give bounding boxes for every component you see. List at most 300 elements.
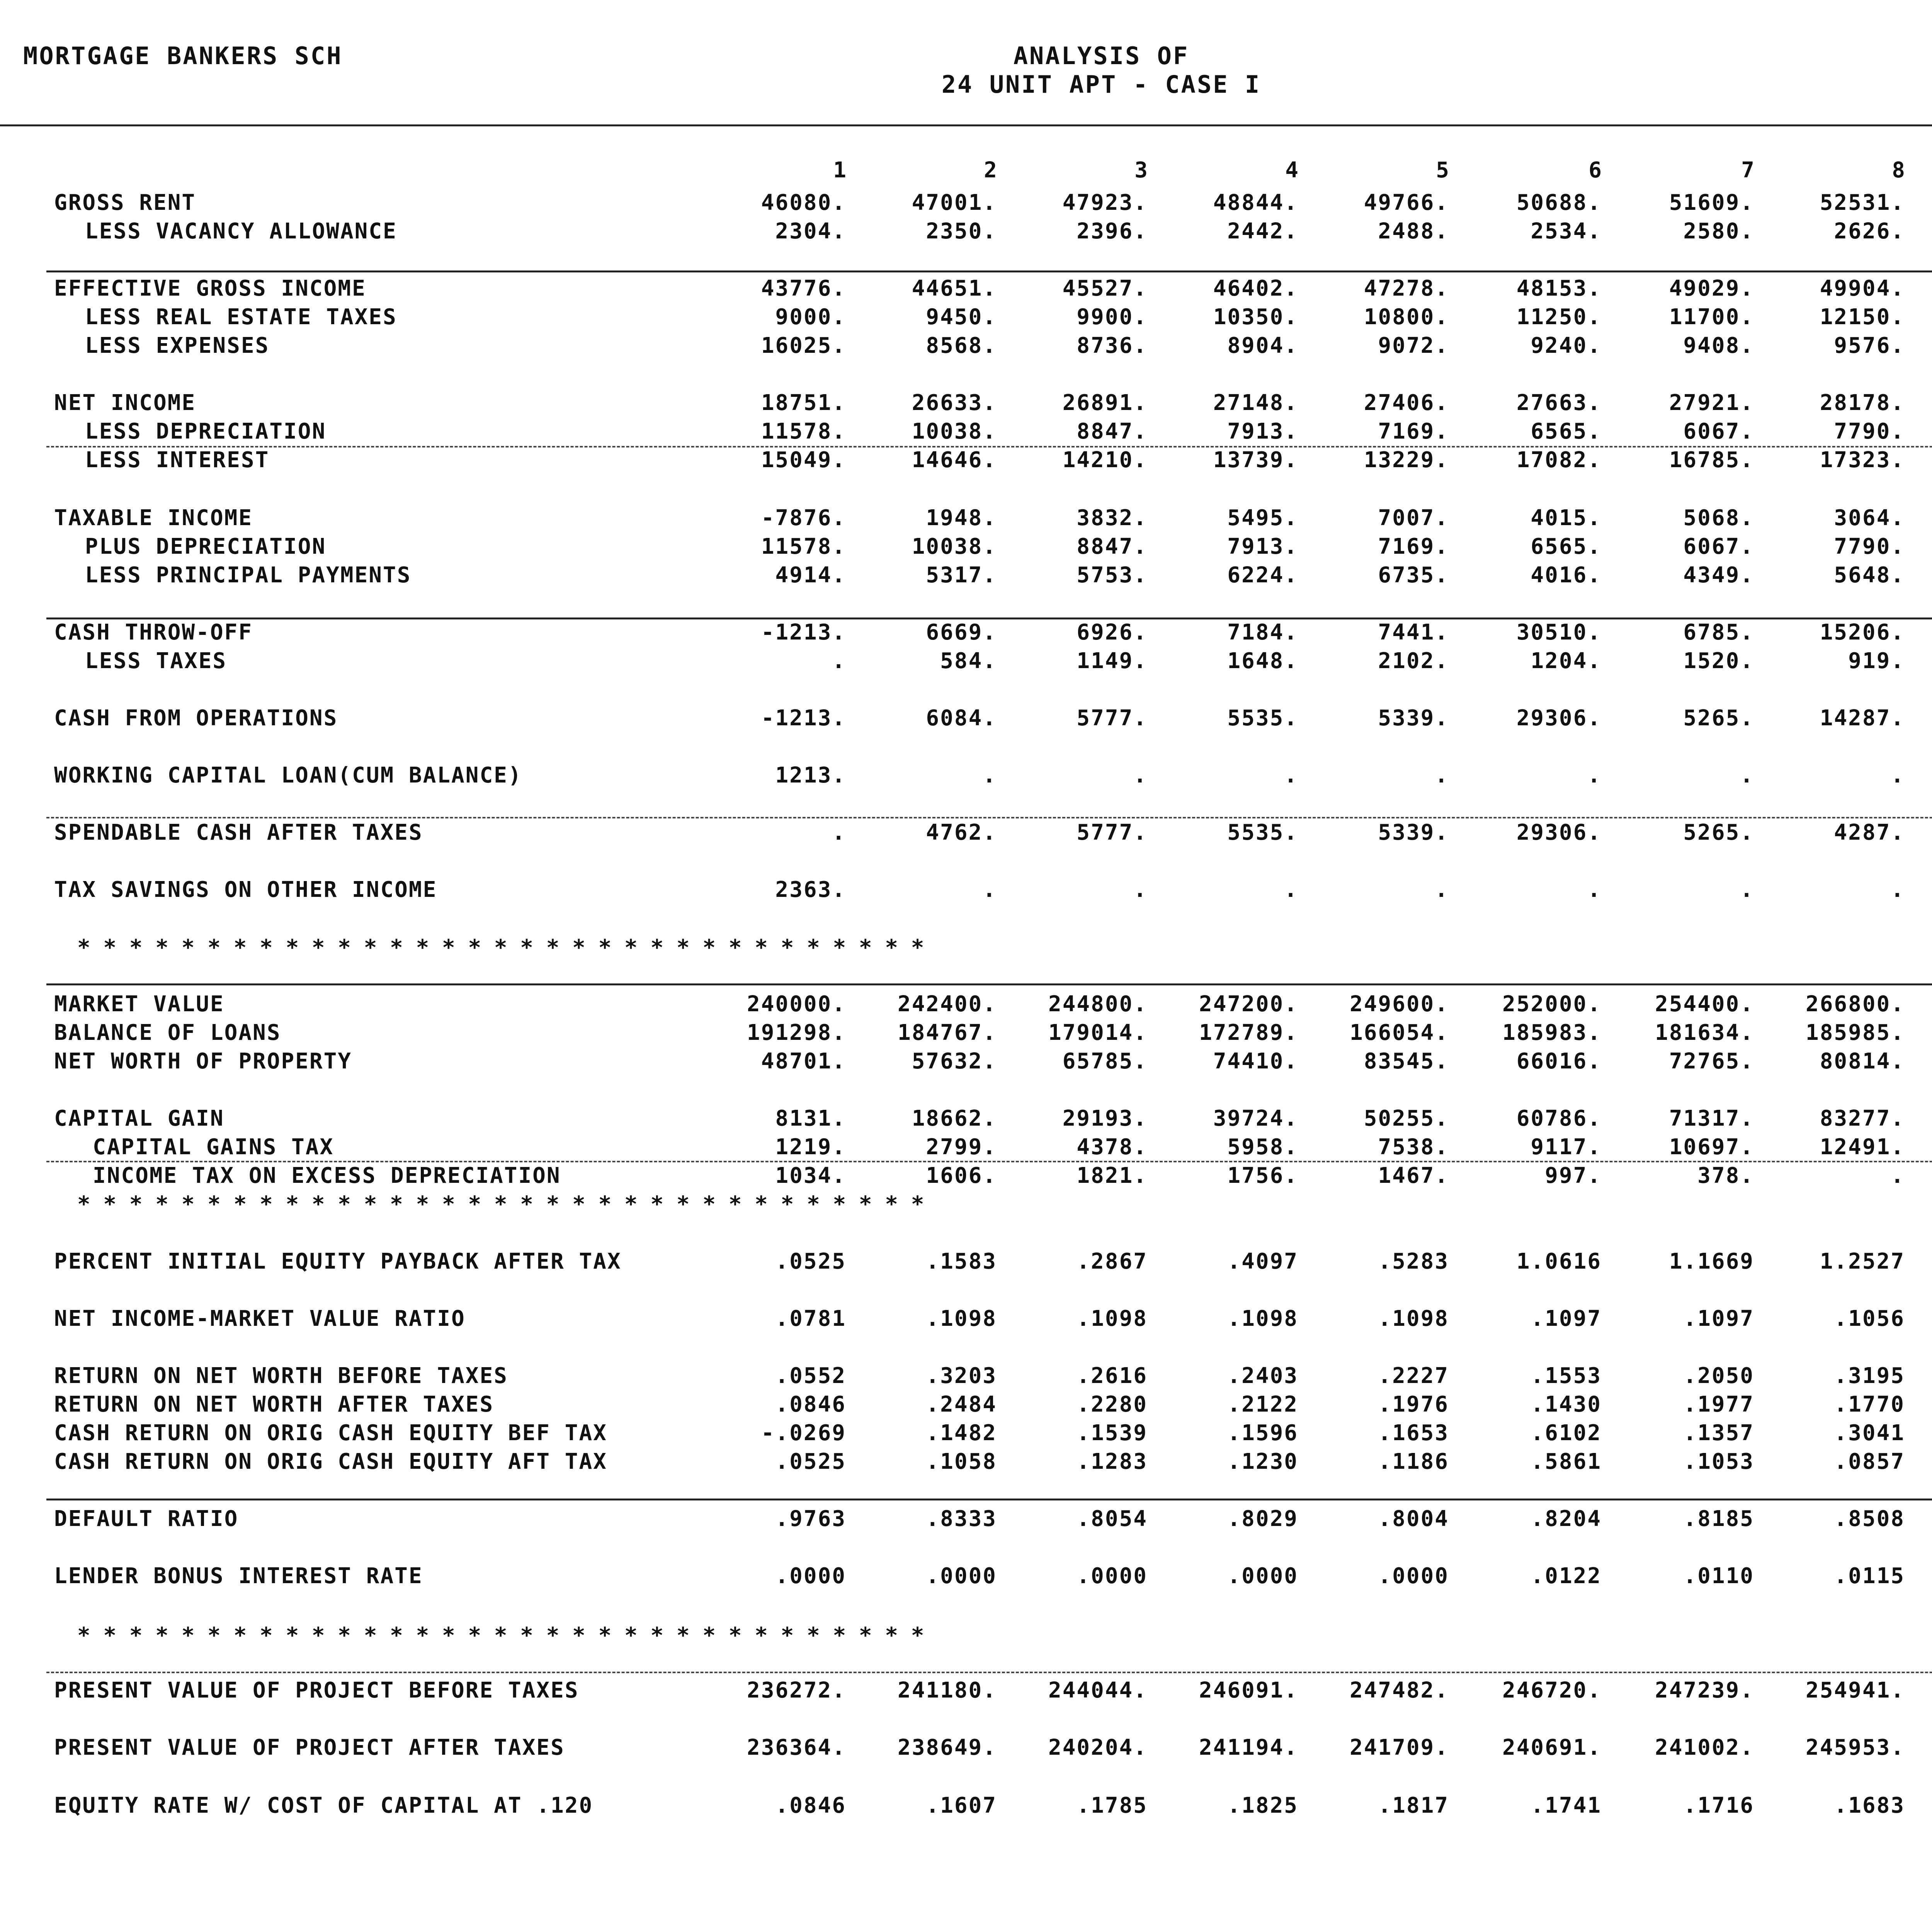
cell-value: 9900.: [1077, 304, 1148, 330]
cell-value: 74410.: [1213, 1049, 1298, 1074]
cell-value: 2396.: [1077, 219, 1148, 244]
section-rule: [46, 817, 1932, 818]
cell-value: .1357: [1683, 1420, 1754, 1446]
row-label: DEFAULT RATIO: [54, 1506, 239, 1531]
cell-value: 83277.: [1820, 1106, 1905, 1131]
cell-value: .4097: [1227, 1249, 1298, 1274]
cell-value: 184767.: [897, 1020, 997, 1045]
section-rule: [46, 446, 1932, 447]
cell-value: .2867: [1077, 1249, 1148, 1274]
cell-value: [1913, 763, 1932, 788]
cell-value: 7169.: [1378, 534, 1449, 559]
table-row: [0, 563, 1932, 590]
row-label: EQUITY RATE W/ COST OF CAPITAL AT .120: [54, 1793, 594, 1818]
cell-value: .: [1435, 763, 1449, 788]
cell-value: 1467.: [1378, 1163, 1449, 1188]
table-row: [0, 1020, 1932, 1048]
cell-value: 247200.: [1199, 992, 1298, 1017]
cell-value: .8508: [1834, 1506, 1905, 1531]
row-label: CASH RETURN ON ORIG CASH EQUITY BEF TAX: [54, 1420, 607, 1446]
row-label: NET INCOME: [54, 390, 196, 415]
cell-value: 27406.: [1364, 390, 1449, 415]
cell-value: 4762.: [926, 820, 997, 845]
cell-value: 9072.: [1378, 333, 1449, 358]
cell-value: [1913, 304, 1932, 330]
cell-value: .0525: [775, 1249, 846, 1274]
cell-value: .: [1891, 763, 1905, 788]
cell-value: .: [832, 648, 846, 674]
cell-value: 16025.: [761, 333, 846, 358]
cell-value: [1913, 1735, 1932, 1760]
cell-value: -1213.: [761, 620, 846, 645]
cell-value: .1539: [1077, 1420, 1148, 1446]
cell-value: 5535.: [1227, 820, 1298, 845]
cell-value: 11578.: [761, 534, 846, 559]
report-title-line1: ANALYSIS OF: [1013, 42, 1189, 70]
table-row: [0, 447, 1932, 475]
cell-value: 4349.: [1683, 563, 1754, 588]
cell-value: 83545.: [1364, 1049, 1449, 1074]
cell-value: 29306.: [1516, 706, 1602, 731]
cell-value: .2403: [1227, 1363, 1298, 1388]
row-label: LESS EXPENSES: [85, 333, 270, 358]
cell-value: .1097: [1531, 1306, 1602, 1331]
cell-value: .8185: [1683, 1506, 1754, 1531]
table-row: [0, 1506, 1932, 1534]
cell-value: 18751.: [761, 390, 846, 415]
cell-value: [1913, 1106, 1932, 1131]
table-row: [0, 333, 1932, 361]
cell-value: 49904.: [1820, 276, 1905, 301]
row-label: MARKET VALUE: [54, 992, 224, 1017]
cell-value: .0857: [1834, 1449, 1905, 1474]
cell-value: .: [1587, 763, 1602, 788]
cell-value: [1913, 1449, 1932, 1474]
row-label: NET INCOME-MARKET VALUE RATIO: [54, 1306, 466, 1331]
cell-value: 241709.: [1349, 1735, 1449, 1760]
cell-value: .1230: [1227, 1449, 1298, 1474]
section-rule: [46, 983, 1932, 985]
cell-value: 1821.: [1077, 1163, 1148, 1188]
cell-value: .1553: [1531, 1363, 1602, 1388]
cell-value: .1482: [926, 1420, 997, 1446]
cell-value: 378.: [1697, 1163, 1754, 1188]
cell-value: 1204.: [1531, 648, 1602, 674]
column-header-4: 4: [1285, 158, 1298, 183]
report-title-line2: 24 UNIT APT - CASE I: [941, 70, 1261, 99]
cell-value: 27921.: [1669, 390, 1754, 415]
cell-value: 10697.: [1669, 1135, 1754, 1160]
cell-value: 5753.: [1077, 563, 1148, 588]
cell-value: -.0269: [761, 1420, 846, 1446]
table-row: [0, 1678, 1932, 1706]
cell-value: 2799.: [926, 1135, 997, 1160]
cell-value: 80814.: [1820, 1049, 1905, 1074]
cell-value: 4914.: [775, 563, 846, 588]
cell-value: 46402.: [1213, 276, 1298, 301]
cell-value: 8568.: [926, 333, 997, 358]
row-label: RETURN ON NET WORTH AFTER TAXES: [54, 1392, 494, 1417]
table-row: [0, 390, 1932, 418]
cell-value: 254400.: [1655, 992, 1754, 1017]
cell-value: [1913, 648, 1932, 674]
cell-value: [1913, 447, 1932, 473]
cell-value: 29193.: [1062, 1106, 1148, 1131]
table-row: [0, 534, 1932, 562]
column-header-6: 6: [1588, 158, 1602, 183]
cell-value: 240691.: [1502, 1735, 1602, 1760]
cell-value: .1058: [926, 1449, 997, 1474]
cell-value: .1186: [1378, 1449, 1449, 1474]
row-label: NET WORTH OF PROPERTY: [54, 1049, 352, 1074]
row-label: TAXABLE INCOME: [54, 505, 253, 531]
cell-value: 26633.: [912, 390, 997, 415]
table-row: [0, 1392, 1932, 1420]
cell-value: -7876.: [761, 505, 846, 531]
cell-value: 8736.: [1077, 333, 1148, 358]
cell-value: .1283: [1077, 1449, 1148, 1474]
cell-value: 48701.: [761, 1049, 846, 1074]
cell-value: 1149.: [1077, 648, 1148, 674]
cell-value: [1913, 1135, 1932, 1160]
cell-value: .: [983, 877, 997, 902]
table-row: [0, 620, 1932, 648]
table-row: [0, 1249, 1932, 1277]
cell-value: [1913, 1392, 1932, 1417]
table-row: [0, 1449, 1932, 1477]
cell-value: 1606.: [926, 1163, 997, 1188]
cell-value: 15206.: [1820, 620, 1905, 645]
cell-value: 236364.: [747, 1735, 846, 1760]
row-label: CAPITAL GAINS TAX: [93, 1135, 334, 1160]
cell-value: .8204: [1531, 1506, 1602, 1531]
cell-value: 185985.: [1805, 1020, 1905, 1045]
cell-value: 2626.: [1834, 219, 1905, 244]
cell-value: 1648.: [1227, 648, 1298, 674]
cell-value: 8847.: [1077, 419, 1148, 444]
section-rule: [46, 1672, 1932, 1673]
cell-value: 241002.: [1655, 1735, 1754, 1760]
row-label: CAPITAL GAIN: [54, 1106, 224, 1131]
cell-value: 5265.: [1683, 820, 1754, 845]
cell-value: 2304.: [775, 219, 846, 244]
cell-value: [1913, 333, 1932, 358]
cell-value: 10800.: [1364, 304, 1449, 330]
cell-value: 3064.: [1834, 505, 1905, 531]
cell-value: 6084.: [926, 706, 997, 731]
section-rule: [46, 270, 1932, 272]
cell-value: 6565.: [1531, 419, 1602, 444]
cell-value: 6565.: [1531, 534, 1602, 559]
table-row: [0, 1363, 1932, 1391]
cell-value: 11578.: [761, 419, 846, 444]
cell-value: 246720.: [1502, 1678, 1602, 1703]
cell-value: 5068.: [1683, 505, 1754, 531]
cell-value: 14287.: [1820, 706, 1905, 731]
row-label: CASH FROM OPERATIONS: [54, 706, 338, 731]
cell-value: .: [1284, 877, 1298, 902]
cell-value: 584.: [940, 648, 997, 674]
table-row: [0, 1793, 1932, 1821]
table-row: [0, 706, 1932, 733]
cell-value: 5958.: [1227, 1135, 1298, 1160]
cell-value: .0115: [1834, 1563, 1905, 1589]
cell-value: 7913.: [1227, 534, 1298, 559]
cell-value: 166054.: [1349, 1020, 1449, 1045]
cell-value: 66016.: [1516, 1049, 1602, 1074]
cell-value: .2122: [1227, 1392, 1298, 1417]
row-label: LESS REAL ESTATE TAXES: [85, 304, 397, 330]
cell-value: 249600.: [1349, 992, 1449, 1017]
cell-value: .1785: [1077, 1793, 1148, 1818]
cell-value: 1948.: [926, 505, 997, 531]
cell-value: 18662.: [912, 1106, 997, 1131]
table-row: [0, 648, 1932, 676]
row-label: CASH RETURN ON ORIG CASH EQUITY AFT TAX: [54, 1449, 607, 1474]
table-row: [0, 877, 1932, 905]
cell-value: 1213.: [775, 763, 846, 788]
cell-value: .1817: [1378, 1793, 1449, 1818]
cell-value: [1913, 563, 1932, 588]
cell-value: [1913, 190, 1932, 215]
cell-value: .2050: [1683, 1363, 1754, 1388]
table-row: [0, 1106, 1932, 1134]
table-row: [0, 1735, 1932, 1763]
cell-value: 27148.: [1213, 390, 1298, 415]
cell-value: .1098: [1378, 1306, 1449, 1331]
cell-value: 17082.: [1516, 447, 1602, 473]
cell-value: 6926.: [1077, 620, 1148, 645]
cell-value: [1913, 1049, 1932, 1074]
cell-value: .1056: [1834, 1306, 1905, 1331]
row-label: RETURN ON NET WORTH BEFORE TAXES: [54, 1363, 508, 1388]
cell-value: .: [1587, 877, 1602, 902]
column-header-5: 5: [1436, 158, 1449, 183]
table-row: [0, 276, 1932, 304]
cell-value: [1913, 1420, 1932, 1446]
cell-value: 4015.: [1531, 505, 1602, 531]
cell-value: .2227: [1378, 1363, 1449, 1388]
table-row: [0, 763, 1932, 791]
cell-value: .0781: [775, 1306, 846, 1331]
cell-value: 7441.: [1378, 620, 1449, 645]
cell-value: .: [1891, 1163, 1905, 1188]
row-label: LESS VACANCY ALLOWANCE: [85, 219, 397, 244]
cell-value: 30510.: [1516, 620, 1602, 645]
cell-value: 26891.: [1062, 390, 1148, 415]
cell-value: 247239.: [1655, 1678, 1754, 1703]
cell-value: 1.1669: [1669, 1249, 1754, 1274]
cell-value: .1741: [1531, 1793, 1602, 1818]
cell-value: .: [1133, 877, 1148, 902]
cell-value: 5339.: [1378, 820, 1449, 845]
row-label: SPENDABLE CASH AFTER TAXES: [54, 820, 423, 845]
cell-value: 254941.: [1805, 1678, 1905, 1703]
column-header-3: 3: [1134, 158, 1148, 183]
separator-stars: * * * * * * * * * * * * * * * * * * * * * * * * * * * * * * * * *: [77, 1192, 924, 1217]
cell-value: .0525: [775, 1449, 846, 1474]
cell-value: 57632.: [912, 1049, 997, 1074]
cell-value: .0122: [1531, 1563, 1602, 1589]
cell-value: 7790.: [1834, 534, 1905, 559]
cell-value: .1683: [1834, 1793, 1905, 1818]
cell-value: 44651.: [912, 276, 997, 301]
cell-value: [1913, 1563, 1932, 1589]
cell-value: .0110: [1683, 1563, 1754, 1589]
cell-value: 2363.: [775, 877, 846, 902]
row-label: CASH THROW-OFF: [54, 620, 253, 645]
cell-value: .0846: [775, 1793, 846, 1818]
table-row: [0, 992, 1932, 1019]
cell-value: 13229.: [1364, 447, 1449, 473]
cell-value: 919.: [1848, 648, 1905, 674]
report-header-left: MORTGAGE BANKERS SCH: [23, 42, 343, 70]
cell-value: 6067.: [1683, 419, 1754, 444]
cell-value: 49766.: [1364, 190, 1449, 215]
cell-value: 12150.: [1820, 304, 1905, 330]
cell-value: .0000: [1077, 1563, 1148, 1589]
cell-value: 47923.: [1062, 190, 1148, 215]
cell-value: 46080.: [761, 190, 846, 215]
cell-value: 52531.: [1820, 190, 1905, 215]
cell-value: 7913.: [1227, 419, 1298, 444]
cell-value: 10038.: [912, 419, 997, 444]
row-label: PRESENT VALUE OF PROJECT BEFORE TAXES: [54, 1678, 579, 1703]
cell-value: 2534.: [1531, 219, 1602, 244]
cell-value: [1913, 1306, 1932, 1331]
cell-value: .2280: [1077, 1392, 1148, 1417]
row-label: TAX SAVINGS ON OTHER INCOME: [54, 877, 437, 902]
cell-value: .0000: [1227, 1563, 1298, 1589]
cell-value: .2616: [1077, 1363, 1148, 1388]
cell-value: 172789.: [1199, 1020, 1298, 1045]
cell-value: [1913, 1506, 1932, 1531]
cell-value: 9117.: [1531, 1135, 1602, 1160]
table-row: [0, 304, 1932, 332]
cell-value: .9763: [775, 1506, 846, 1531]
cell-value: .1098: [1227, 1306, 1298, 1331]
cell-value: .1825: [1227, 1793, 1298, 1818]
cell-value: .1098: [926, 1306, 997, 1331]
cell-value: 11700.: [1669, 304, 1754, 330]
cell-value: 997.: [1545, 1163, 1602, 1188]
column-header-2: 2: [984, 158, 997, 183]
cell-value: .1716: [1683, 1793, 1754, 1818]
row-label: BALANCE OF LOANS: [54, 1020, 281, 1045]
cell-value: 1520.: [1683, 648, 1754, 674]
table-row: [0, 1563, 1932, 1591]
cell-value: 266800.: [1805, 992, 1905, 1017]
cell-value: 7790.: [1834, 419, 1905, 444]
cell-value: 7007.: [1378, 505, 1449, 531]
cell-value: 51609.: [1669, 190, 1754, 215]
cell-value: 181634.: [1655, 1020, 1754, 1045]
cell-value: 1034.: [775, 1163, 846, 1188]
cell-value: 6669.: [926, 620, 997, 645]
row-label: WORKING CAPITAL LOAN(CUM BALANCE): [54, 763, 522, 788]
column-header-7: 7: [1741, 158, 1754, 183]
cell-value: 1.2527: [1820, 1249, 1905, 1274]
cell-value: 246091.: [1199, 1678, 1298, 1703]
cell-value: 5777.: [1077, 706, 1148, 731]
cell-value: .1097: [1683, 1306, 1754, 1331]
cell-value: 17323.: [1820, 447, 1905, 473]
cell-value: 191298.: [747, 1020, 846, 1045]
cell-value: 2488.: [1378, 219, 1449, 244]
cell-value: 11250.: [1516, 304, 1602, 330]
cell-value: 6785.: [1683, 620, 1754, 645]
cell-value: 6224.: [1227, 563, 1298, 588]
cell-value: .5861: [1531, 1449, 1602, 1474]
cell-value: 9576.: [1834, 333, 1905, 358]
cell-value: 16785.: [1669, 447, 1754, 473]
cell-value: [1913, 534, 1932, 559]
cell-value: 252000.: [1502, 992, 1602, 1017]
cell-value: 10350.: [1213, 304, 1298, 330]
cell-value: 13739.: [1213, 447, 1298, 473]
cell-value: .1976: [1378, 1392, 1449, 1417]
cell-value: 48844.: [1213, 190, 1298, 215]
cell-value: 15049.: [761, 447, 846, 473]
cell-value: 5495.: [1227, 505, 1298, 531]
cell-value: .: [983, 763, 997, 788]
cell-value: 50255.: [1364, 1106, 1449, 1131]
section-rule: [46, 617, 1932, 619]
cell-value: 5265.: [1683, 706, 1754, 731]
cell-value: 241194.: [1199, 1735, 1298, 1760]
cell-value: [1913, 1020, 1932, 1045]
column-header-8: 8: [1892, 158, 1905, 183]
cell-value: .: [1740, 877, 1754, 902]
cell-value: 241180.: [897, 1678, 997, 1703]
cell-value: 8847.: [1077, 534, 1148, 559]
cell-value: 29306.: [1516, 820, 1602, 845]
row-label: PLUS DEPRECIATION: [85, 534, 327, 559]
cell-value: 2102.: [1378, 648, 1449, 674]
table-row: [0, 1049, 1932, 1077]
cell-value: .3195: [1834, 1363, 1905, 1388]
cell-value: [1913, 276, 1932, 301]
cell-value: [1913, 390, 1932, 415]
cell-value: 238649.: [897, 1735, 997, 1760]
cell-value: 7184.: [1227, 620, 1298, 645]
cell-value: [1913, 1249, 1932, 1274]
cell-value: [1913, 992, 1932, 1017]
cell-value: [1913, 620, 1932, 645]
cell-value: 242400.: [897, 992, 997, 1017]
cell-value: .0552: [775, 1363, 846, 1388]
cell-value: 236272.: [747, 1678, 846, 1703]
cell-value: [1913, 1163, 1932, 1188]
cell-value: .8029: [1227, 1506, 1298, 1531]
cell-value: [1913, 1678, 1932, 1703]
cell-value: .2484: [926, 1392, 997, 1417]
cell-value: [1913, 706, 1932, 731]
cell-value: 39724.: [1213, 1106, 1298, 1131]
cell-value: .0000: [775, 1563, 846, 1589]
cell-value: 2580.: [1683, 219, 1754, 244]
table-row: [0, 190, 1932, 218]
cell-value: 6067.: [1683, 534, 1754, 559]
cell-value: 9240.: [1531, 333, 1602, 358]
cell-value: 1.0616: [1516, 1249, 1602, 1274]
cell-value: 71317.: [1669, 1106, 1754, 1131]
row-label: INCOME TAX ON EXCESS DEPRECIATION: [93, 1163, 561, 1188]
cell-value: 4287.: [1834, 820, 1905, 845]
cell-value: 50688.: [1516, 190, 1602, 215]
cell-value: 244044.: [1048, 1678, 1148, 1703]
cell-value: 8904.: [1227, 333, 1298, 358]
